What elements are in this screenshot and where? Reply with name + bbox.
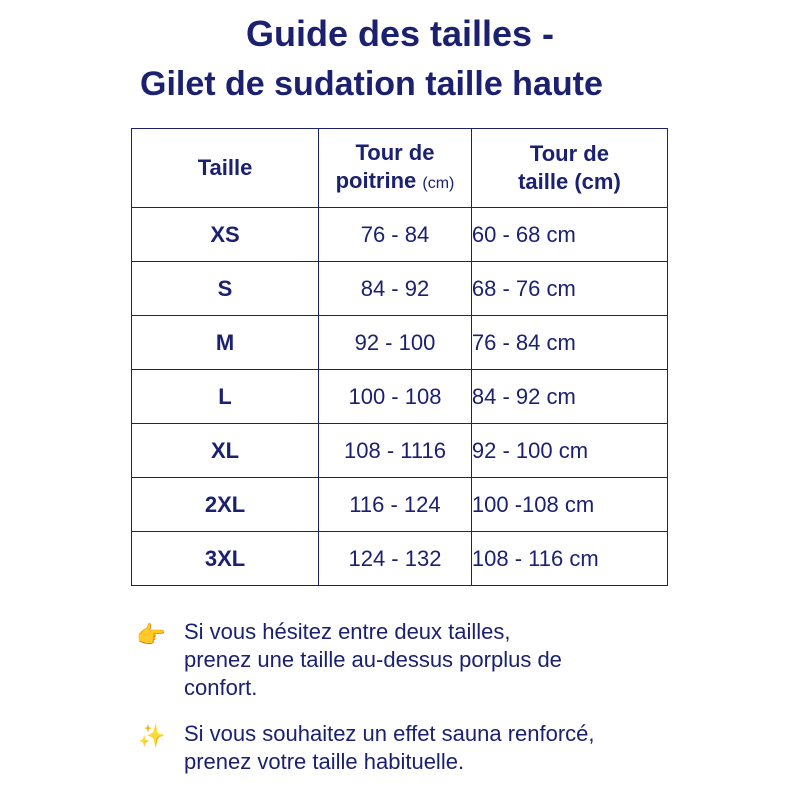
header-waist-line2: taille (cm) (518, 169, 621, 194)
table-row (132, 478, 668, 532)
header-waist-line1: Tour de (529, 141, 609, 166)
header-chest-unit: (cm) (422, 174, 455, 192)
chest-cell: 76 - 84 (319, 208, 472, 262)
note-size-advice (184, 618, 562, 702)
waist-cell: 92 - 100 cm (471, 424, 667, 478)
size-cell: M (132, 316, 319, 370)
header-size (132, 129, 319, 208)
note-line: Si vous souhaitez un effet sauna renforcé, (184, 721, 595, 746)
waist-cell: 108 - 116 cm (471, 532, 667, 586)
pointing-hand-icon: 👉 (136, 622, 166, 649)
chest-cell: 100 - 108 (319, 370, 472, 424)
header-chest-line1: Tour de (355, 139, 435, 165)
waist-cell: 76 - 84 cm (471, 316, 667, 370)
chest-cell: 108 - 1116 (319, 424, 472, 478)
table-row (132, 208, 668, 262)
page-subtitle: Gilet de sudation taille haute (140, 65, 603, 103)
table-row (132, 532, 668, 586)
table-header-row (132, 129, 668, 208)
sparkles-icon: ✨ (138, 723, 166, 748)
note-line: prenez votre taille habituelle. (184, 749, 465, 774)
size-cell: XS (132, 208, 319, 262)
note-line: confort. (184, 675, 258, 700)
chest-cell: 124 - 132 (319, 532, 472, 586)
note-sauna-advice (184, 720, 595, 776)
size-cell: S (132, 262, 319, 316)
header-chest (319, 129, 472, 208)
header-chest-line2: poitrine (335, 167, 417, 193)
waist-cell: 100 -108 cm (471, 478, 667, 532)
size-cell: 2XL (132, 478, 319, 532)
page-title: Guide des tailles - (245, 13, 555, 54)
table-row (132, 370, 668, 424)
chest-cell: 116 - 124 (319, 478, 472, 532)
header-waist (471, 129, 667, 208)
note-line: Si vous hésitez entre deux tailles, (184, 619, 511, 644)
table-row (132, 424, 668, 478)
waist-cell: 84 - 92 cm (471, 370, 667, 424)
waist-cell: 60 - 68 cm (471, 208, 667, 262)
note-line: prenez une taille au-dessus porplus de (184, 647, 562, 672)
waist-cell: 68 - 76 cm (471, 262, 667, 316)
chest-cell: 84 - 92 (319, 262, 472, 316)
size-cell: L (132, 370, 319, 424)
size-guide-table (131, 128, 668, 586)
table-row (132, 262, 668, 316)
chest-cell: 92 - 100 (319, 316, 472, 370)
header-size-label: Taille (197, 155, 253, 180)
size-cell: XL (132, 424, 319, 478)
size-cell: 3XL (132, 532, 319, 586)
table-row (132, 316, 668, 370)
